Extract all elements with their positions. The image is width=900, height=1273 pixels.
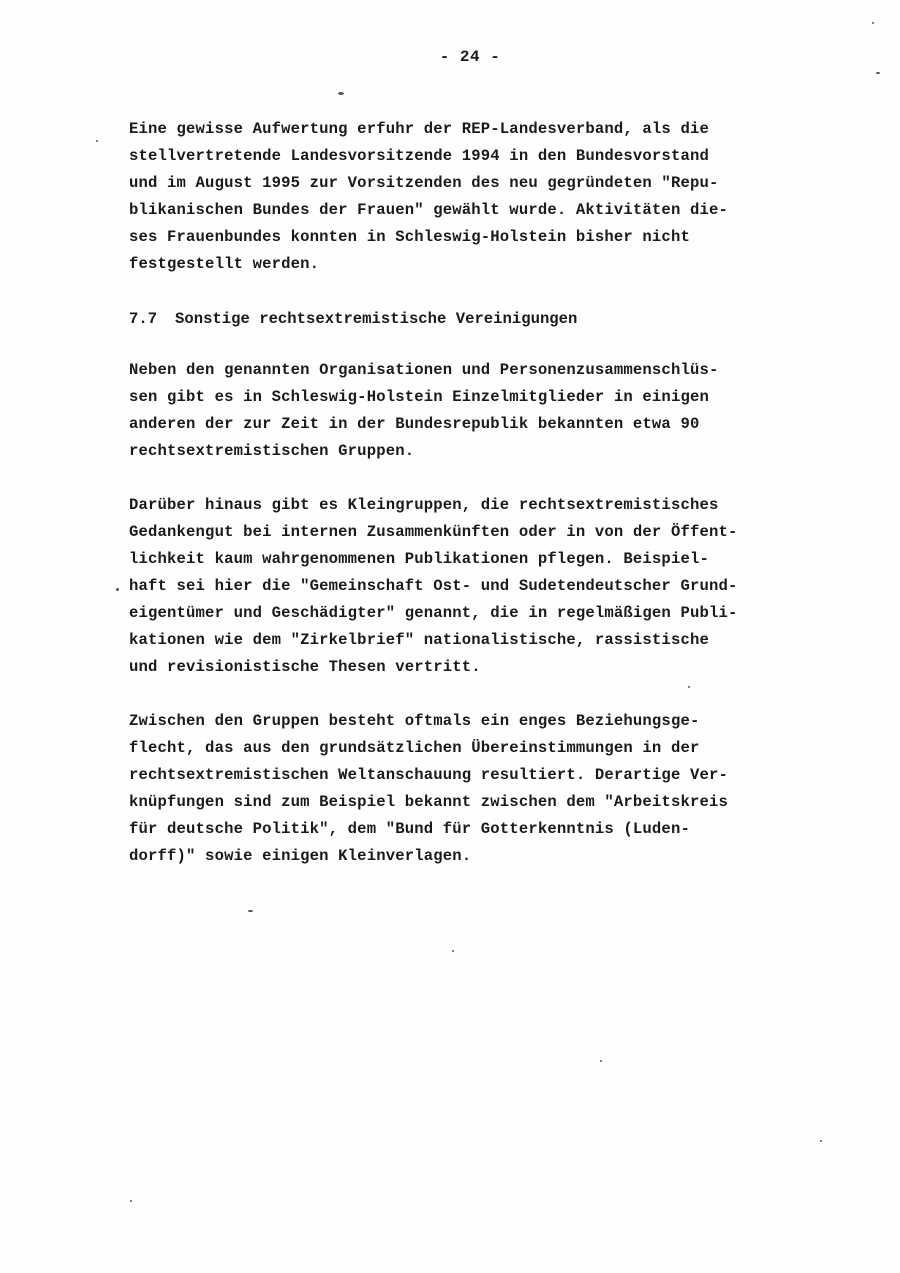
scan-speck [600, 1060, 602, 1062]
text-line: Gedankengut bei internen Zusammenkünften oder in von der Öffent- [129, 523, 738, 541]
text-line: blikanischen Bundes der Frauen" gewählt wurde. Aktivitäten die- [129, 201, 728, 219]
text-line: rechtsextremistischen Gruppen. [129, 442, 415, 460]
paragraph-beziehungsgeflecht [129, 708, 839, 870]
text-line: Eine gewisse Aufwertung erfuhr der REP-Landesverband, als die [129, 120, 709, 138]
page-number: - 24 - [439, 48, 501, 66]
paragraph-rep-landesverband [129, 116, 839, 278]
text-line: anderen der zur Zeit in der Bundesrepublik bekannten etwa 90 [129, 415, 700, 433]
text-line: haft sei hier die "Gemeinschaft Ost- und Sudetendeutscher Grund- [129, 577, 738, 595]
text-line: für deutsche Politik", dem "Bund für Gotterkenntnis (Luden- [129, 820, 690, 838]
text-line: und im August 1995 zur Vorsitzenden des neu gegründeten "Repu- [129, 174, 719, 192]
text-line: und revisionistische Thesen vertritt. [129, 658, 481, 676]
text-line: stellvertretende Landesvorsitzende 1994 in den Bundesvorstand [129, 147, 709, 165]
text-line: Darüber hinaus gibt es Kleingruppen, die rechtsextremistisches [129, 496, 719, 514]
section-number: 7.7 [129, 310, 158, 328]
scan-speck [820, 1140, 822, 1142]
text-line: Zwischen den Gruppen besteht oftmals ein enges Beziehungsge- [129, 712, 700, 730]
text-line: sen gibt es in Schleswig-Holstein Einzelmitglieder in einigen [129, 388, 709, 406]
text-line: kationen wie dem "Zirkelbrief" nationalistische, rassistische [129, 631, 709, 649]
text-line: Neben den genannten Organisationen und Personenzusammenschlüs- [129, 361, 719, 379]
text-line: lichkeit kaum wahrgenommenen Publikationen pflegen. Beispiel- [129, 550, 709, 568]
scan-speck [96, 140, 98, 142]
text-line: ses Frauenbundes konnten in Schleswig-Holstein bisher nicht [129, 228, 690, 246]
paragraph-kleingruppen [129, 492, 839, 681]
scan-speck [338, 92, 344, 95]
text-line: dorff)" sowie einigen Kleinverlagen. [129, 847, 472, 865]
section-title: Sonstige rechtsextremistische Vereinigungen [175, 310, 578, 328]
text-line: festgestellt werden. [129, 255, 320, 273]
scan-speck [116, 588, 119, 591]
scan-speck [248, 910, 253, 912]
text-line: rechtsextremistischen Weltanschauung resultiert. Derartige Ver- [129, 766, 728, 784]
text-line: flecht, das aus den grundsätzlichen Übereinstimmungen in der [129, 739, 700, 757]
scan-speck [872, 22, 874, 24]
paragraph-einzelmitglieder [129, 357, 839, 465]
scan-speck [452, 950, 454, 952]
text-line: eigentümer und Geschädigter" genannt, die in regelmäßigen Publi- [129, 604, 738, 622]
scan-speck [876, 72, 880, 74]
scan-speck [688, 686, 690, 688]
scan-speck [130, 1200, 132, 1202]
section-heading [129, 306, 577, 333]
text-line: knüpfungen sind zum Beispiel bekannt zwischen dem "Arbeitskreis [129, 793, 728, 811]
